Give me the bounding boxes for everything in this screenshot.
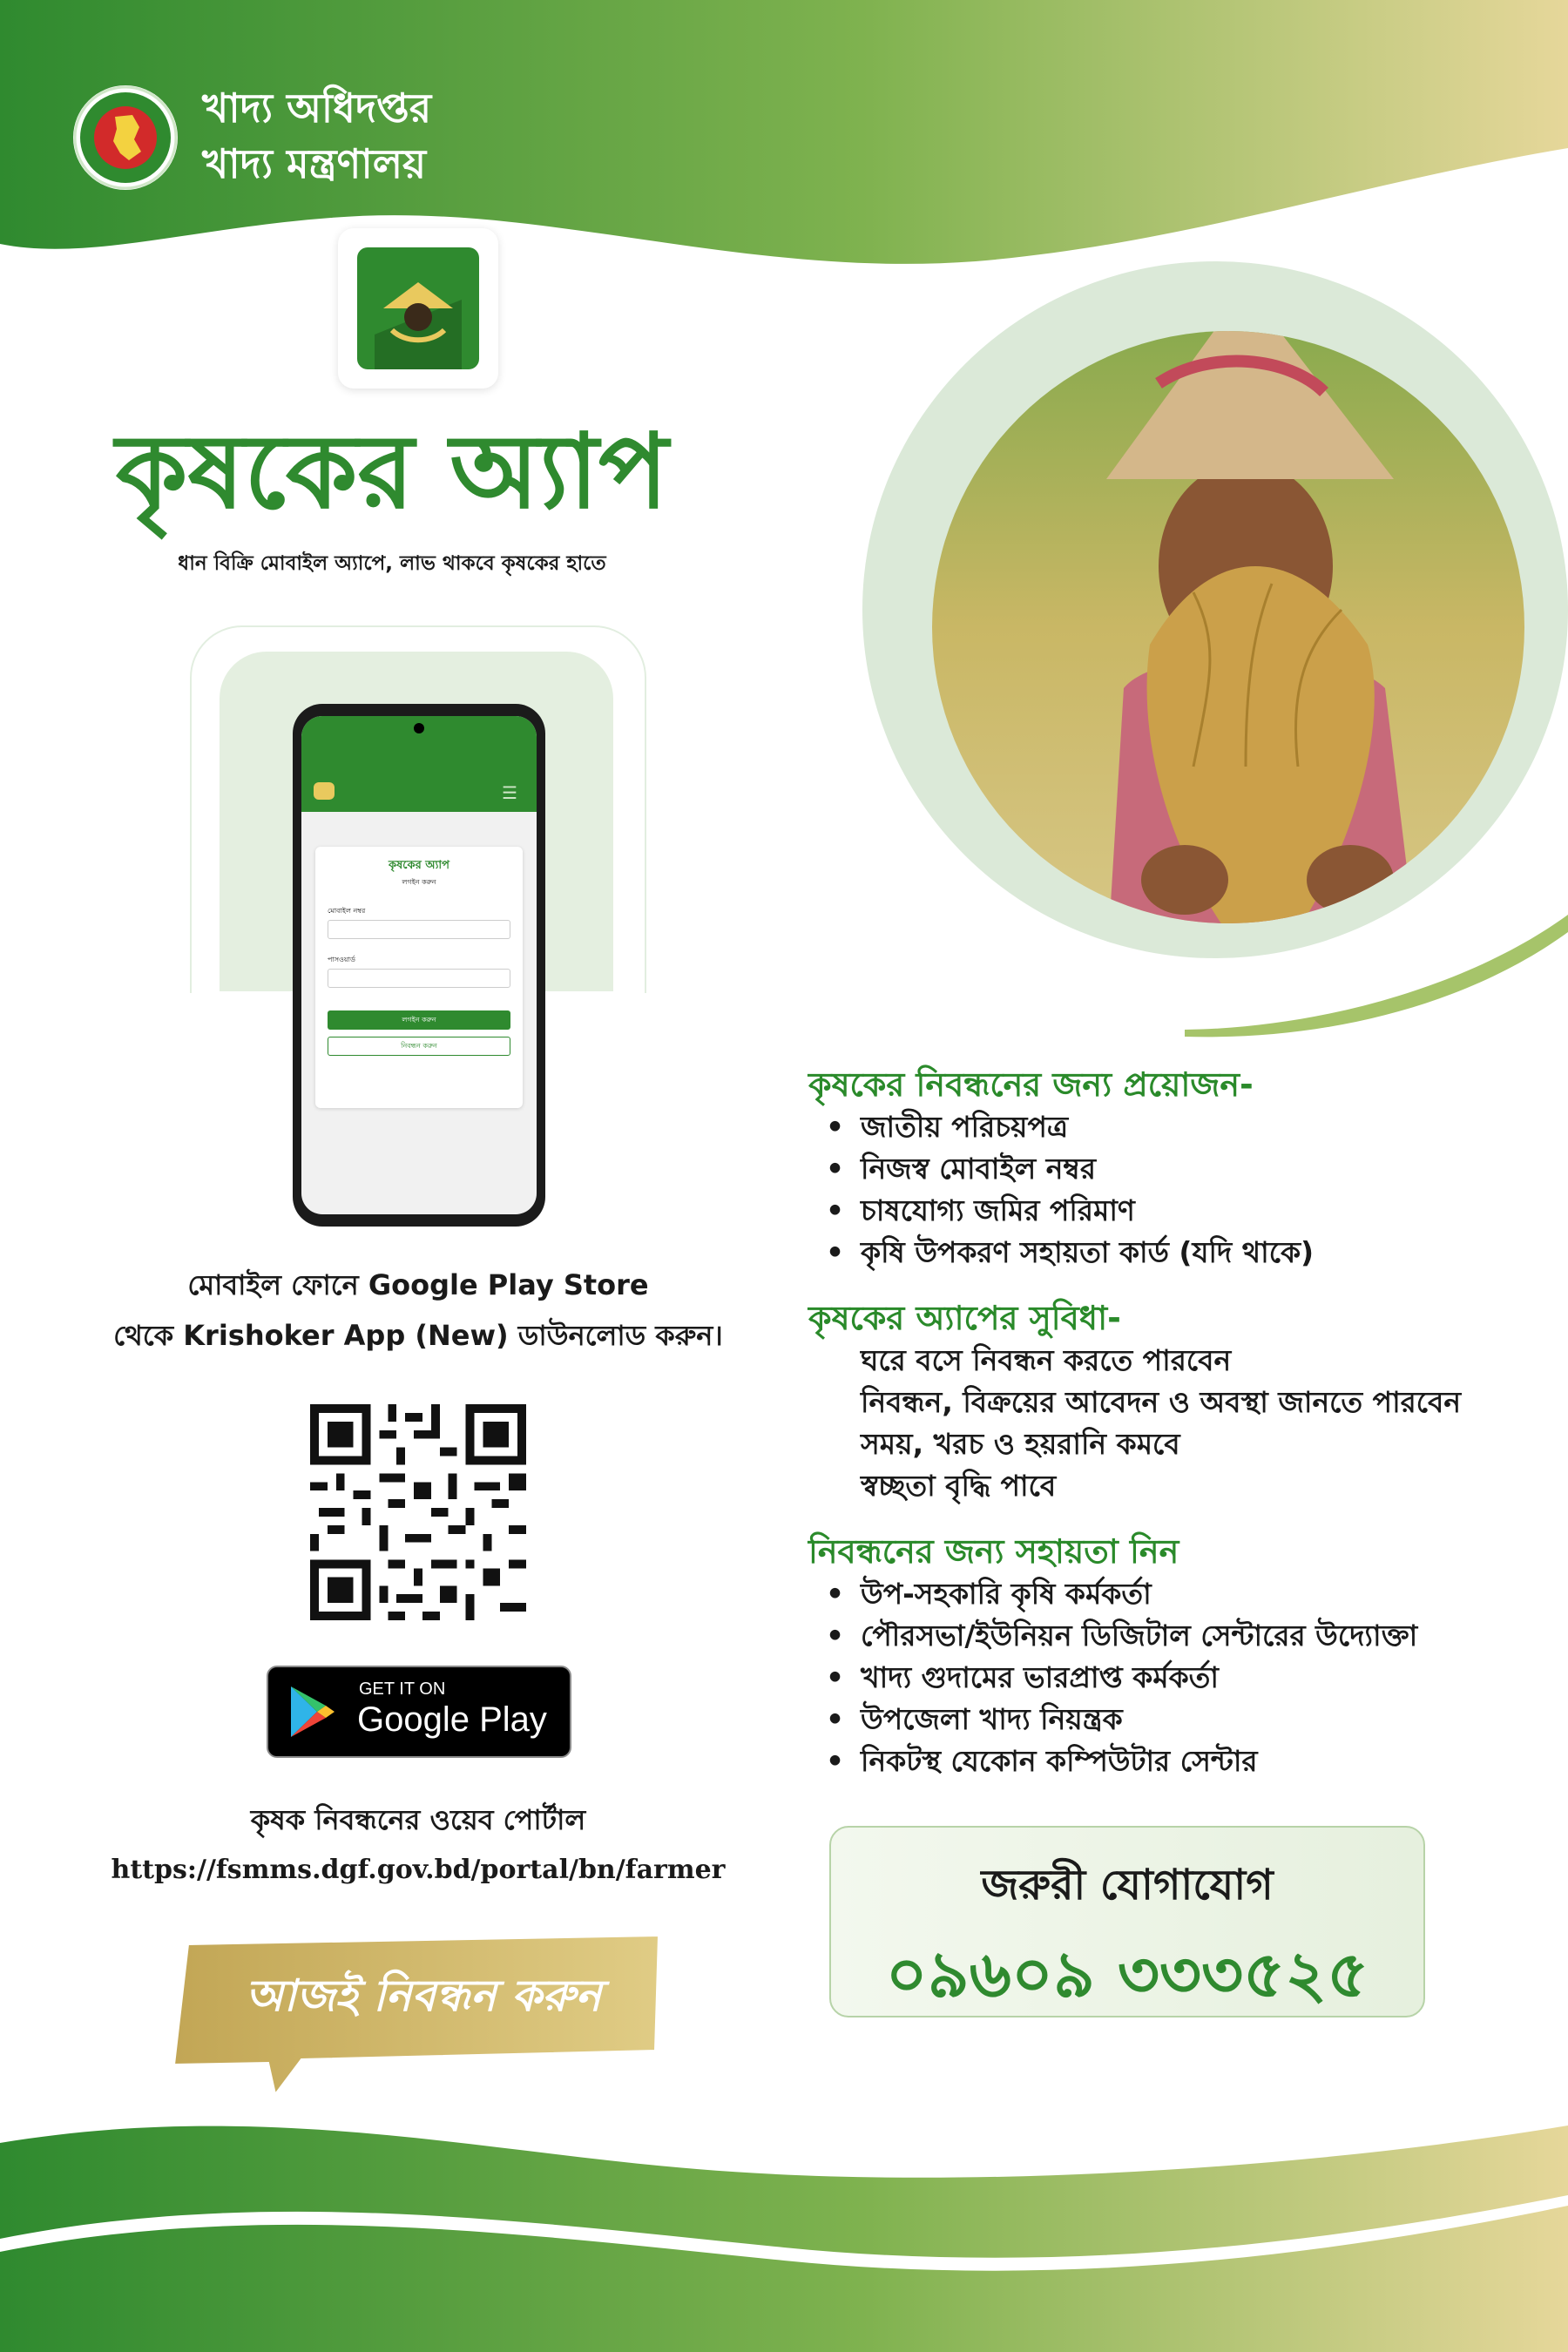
qr-code[interactable] xyxy=(310,1404,526,1620)
phone-menu-icon: ☰ xyxy=(502,782,517,803)
benefits-heading: কৃষকের অ্যাপের সুবিধা- xyxy=(808,1299,1121,1337)
badge-small-text: GET IT ON xyxy=(359,1680,446,1699)
help-heading: নিবন্ধনের জন্য সহায়তা নিন xyxy=(808,1532,1179,1571)
list-item: • পৌরসভা/ইউনিয়ন ডিজিটাল সেন্টারের উদ্যোক্তা xyxy=(810,1615,1542,1657)
phone-login-title: কৃষকের অ্যাপ xyxy=(389,859,449,872)
portal-url[interactable]: https://fsmms.dgf.gov.bd/portal/bn/farmer xyxy=(111,1855,726,1885)
list-item: • উপজেলা খাদ্য নিয়ন্ত্রক xyxy=(810,1699,1542,1740)
list-item: • নিকটস্থ যেকোন কম্পিউটার সেন্টার xyxy=(810,1740,1542,1782)
phone-field1[interactable] xyxy=(328,920,510,939)
phone-login-card xyxy=(315,847,523,1108)
page-title: কৃষকের অ্যাপ xyxy=(115,411,669,531)
download-line1: মোবাইল ফোনে Google Play Store xyxy=(187,1268,649,1301)
list-item: • জাতীয় পরিচয়পত্র xyxy=(810,1106,1524,1148)
phone-app-logo xyxy=(314,782,335,800)
list-item: ঘরে বসে নিবন্ধন করতে পারবেন xyxy=(861,1343,1232,1377)
requirements-list xyxy=(810,1106,1524,1274)
phone-login-button[interactable]: লগইন করুন xyxy=(328,1010,510,1030)
google-play-icon xyxy=(287,1685,336,1739)
list-item: • কৃষি উপকরণ সহায়তা কার্ড (যদি থাকে) xyxy=(810,1232,1524,1274)
emergency-contact-box xyxy=(829,1826,1425,2017)
phone-register-button[interactable]: নিবন্ধন করুন xyxy=(328,1037,510,1056)
list-item: • উপ-সহকারি কৃষি কর্মকর্তা xyxy=(810,1573,1542,1615)
requirements-heading: কৃষকের নিবন্ধনের জন্য প্রয়োজন- xyxy=(808,1065,1254,1104)
google-play-badge[interactable] xyxy=(267,1666,571,1758)
list-item: • খাদ্য গুদামের ভারপ্রাপ্ত কর্মকর্তা xyxy=(810,1657,1542,1699)
app-icon-frame xyxy=(338,228,498,389)
list-item: সময়, খরচ ও হয়রানি কমবে xyxy=(861,1427,1180,1461)
app-icon xyxy=(357,247,479,369)
contact-label: জরুরী যোগাযোগ xyxy=(981,1861,1274,1909)
phone-login-subtitle: লগইন করুন xyxy=(402,878,436,886)
register-today-button[interactable]: আজই নিবন্ধন করুন xyxy=(245,1970,602,2021)
tagline: ধান বিক্রি মোবাইল অ্যাপে, লাভ থাকবে কৃষকের হাতে xyxy=(178,552,606,575)
phone-field1-label: মোবাইল নম্বর xyxy=(328,907,366,915)
phone-field2-label: পাসওয়ার্ড xyxy=(328,956,355,963)
list-item: • নিজস্ব মোবাইল নম্বর xyxy=(810,1148,1524,1190)
phone-camera xyxy=(414,723,424,733)
phone-field2[interactable] xyxy=(328,969,510,988)
org-name-line1: খাদ্য অধিদপ্তর xyxy=(202,84,432,132)
list-item: স্বচ্ছতা বৃদ্ধি পাবে xyxy=(861,1469,1057,1503)
contact-number[interactable]: ০৯৬০৯ ৩৩৩৫২৫ xyxy=(885,1937,1369,2012)
photo-swoosh xyxy=(1185,915,1568,1045)
footer-wave-band xyxy=(0,2108,1568,2352)
farmer-photo xyxy=(932,279,1542,976)
phone-mockup xyxy=(293,704,545,1227)
help-list xyxy=(810,1573,1542,1782)
org-name-line2: খাদ্য মন্ত্রণালয় xyxy=(202,140,427,187)
list-item: • চাষযোগ্য জমির পরিমাণ xyxy=(810,1190,1524,1232)
benefits-list xyxy=(810,1340,1542,1507)
portal-label: কৃষক নিবন্ধনের ওয়েব পোর্টাল xyxy=(250,1803,586,1836)
badge-big-text: Google Play xyxy=(357,1700,547,1739)
phone-screen xyxy=(301,716,537,1214)
list-item: নিবন্ধন, বিক্রয়ের আবেদন ও অবস্থা জানতে পারবেন xyxy=(861,1385,1462,1419)
government-seal-logo xyxy=(71,84,179,192)
download-line2: থেকে Krishoker App (New) ডাউনলোড করুন। xyxy=(113,1319,723,1352)
